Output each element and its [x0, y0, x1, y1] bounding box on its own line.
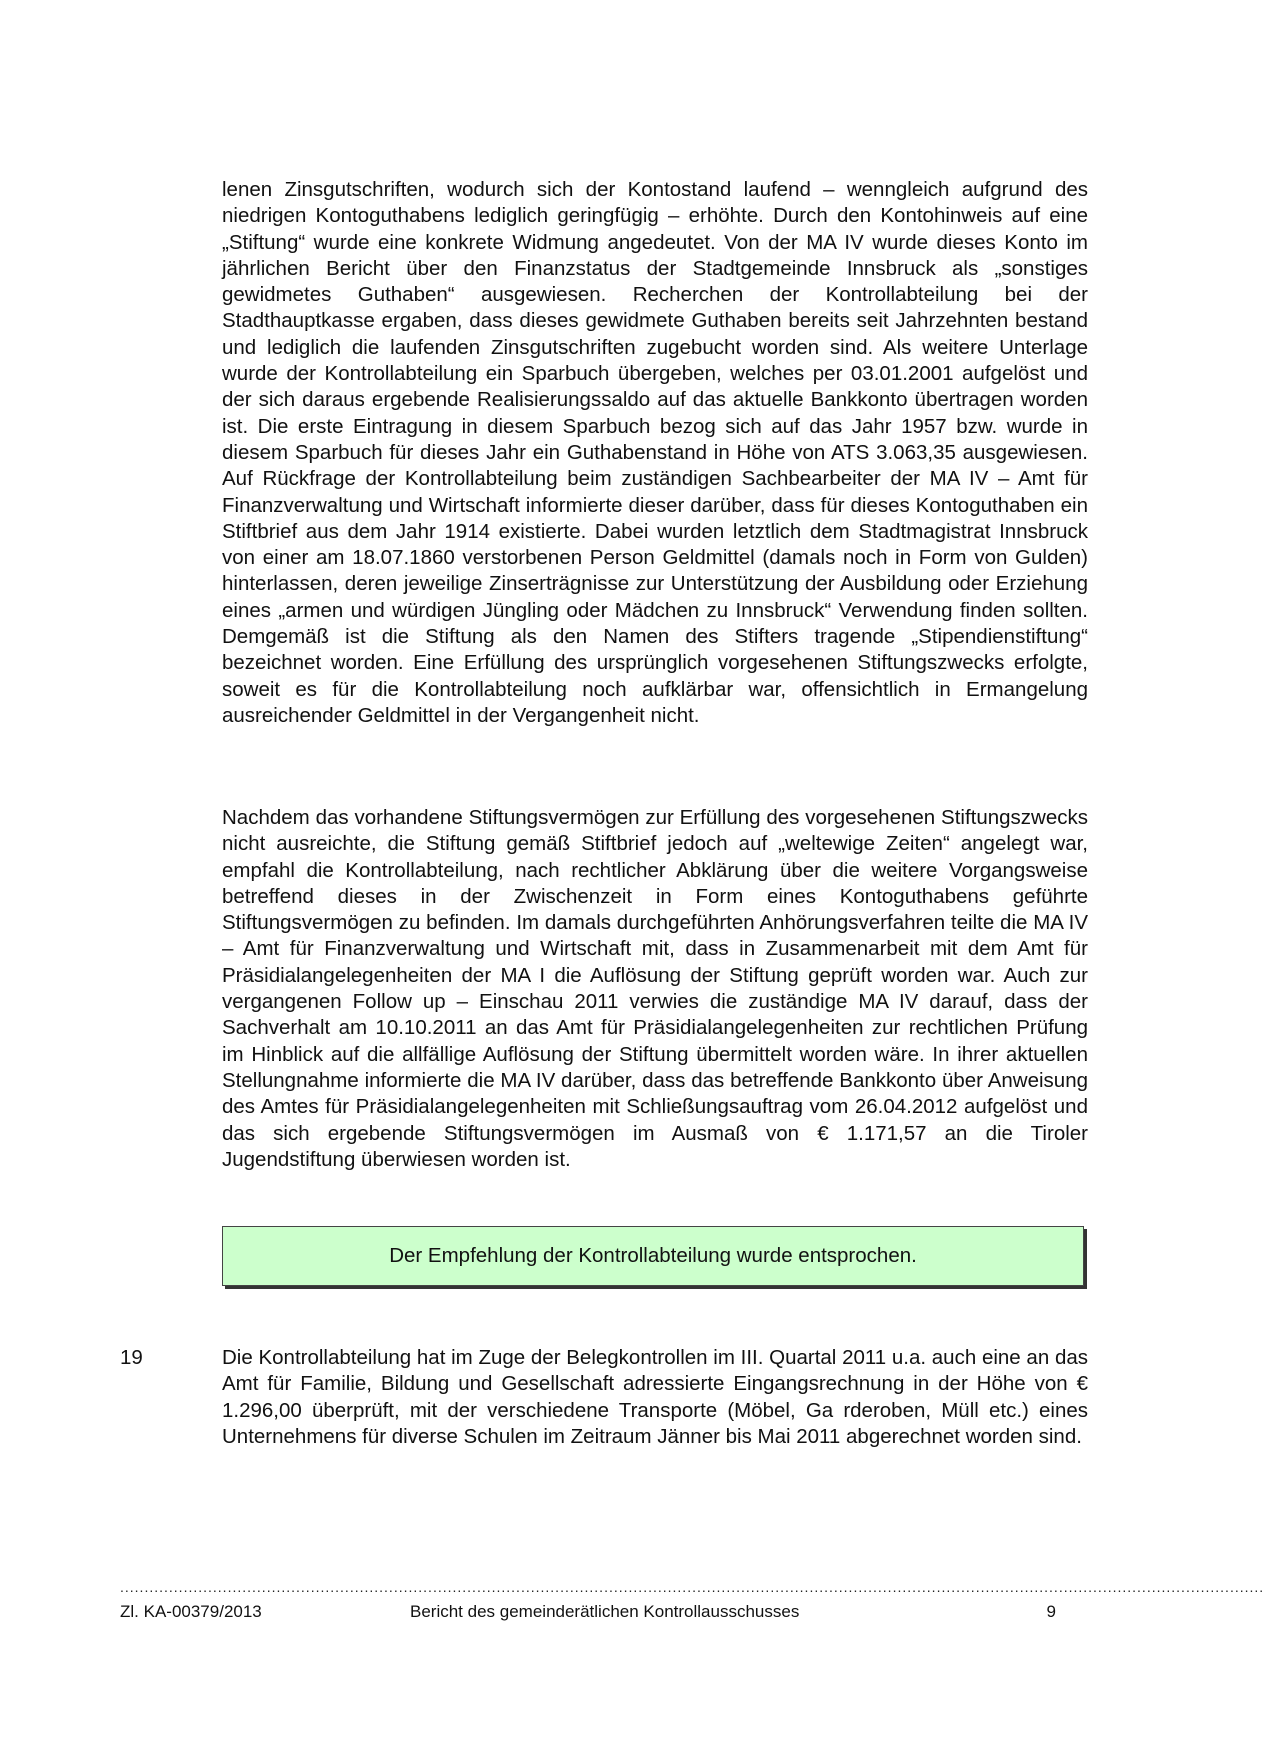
footer-dotted-rule: .......................................................................................................................................................................................................................................... [120, 1579, 1264, 1595]
item-number: 19 [120, 1346, 143, 1369]
body-paragraph-2: Nachdem das vorhandene Stiftungsvermögen zur Erfüllung des vorgesehenen Stiftungszwecks nicht ausreichte, die Stiftung gemäß Stiftbrief jedoch auf „weltewige Zeiten“ angelegt war, empfahl die Kontrollabteilung, nach rechtlicher Abklärung über die weitere Vorgangsweise betreffend dieses in der Zwischenzeit in Form eines Kontoguthabens geführte Stiftungsvermögen zu befinden. Im damals durchgeführten Anhörungsverfahren teilte die MA IV – Amt für Finanzverwaltung und Wirtschaft mit, dass in Zusammenarbeit mit dem Amt für Präsidialangelegenheiten der MA I die Auflösung der Stiftung geprüft worden war. Auch zur vergangenen Follow up – Einschau 2011 verwies die zuständige MA IV darauf, dass der Sachverhalt am 10.10.2011 an das Amt für Präsidialangelegenheiten zur rechtlichen Prüfung im Hinblick auf die allfällige Auflösung der Stiftung übermittelt worden wäre. In ihrer aktuellen Stellungnahme informierte die MA IV darüber, dass das betreffende Bankkonto über Anweisung des Amtes für Präsidialangelegenheiten mit Schließungsauftrag vom 26.04.2012 aufgelöst und das sich ergebende Stiftungsvermögen im Ausmaß von € 1.171,57 an die Tiroler Jugendstiftung überwiesen worden ist. [222, 806, 1088, 1171]
recommendation-text: Der Empfehlung der Kontrollabteilung wurde entsprochen. [389, 1244, 917, 1267]
body-paragraph-3: Die Kontrollabteilung hat im Zuge der Belegkontrollen im III. Quartal 2011 u.a. auch eine an das Amt für Familie, Bildung und Gesellschaft adressierte Eingangsrechnung in der Höhe von € 1.296,00 überprüft, mit der verschiedene Transporte (Möbel, Ga rderoben, Müll etc.) eines Unternehmens für diverse Schulen im Zeitraum Jänner bis Mai 2011 abgerechnet worden sind. [222, 1346, 1088, 1448]
footer-page-number: 9 [1046, 1602, 1056, 1621]
body-paragraph-1: lenen Zinsgutschriften, wodurch sich der Kontostand laufend – wenngleich aufgrund des niedrigen Kontoguthabens lediglich geringfügig – erhöhte. Durch den Kontohinweis auf eine „Stiftung“ wurde eine konkrete Widmung angedeutet. Von der MA IV wurde dieses Konto im jährlichen Bericht über den Finanzstatus der Stadtgemeinde Innsbruck als „sonstiges gewidmetes Guthaben“ ausgewiesen. Recherchen der Kontrollabteilung bei der Stadthauptkasse ergaben, dass dieses gewidmete Guthaben bereits seit Jahrzehnten bestand und lediglich die laufenden Zinsgutschriften zugebucht worden sind. Als weitere Unterlage wurde der Kontrollabteilung ein Sparbuch übergeben, welches per 03.01.2001 aufgelöst und der sich daraus ergebende Realisierungssaldo auf das aktuelle Bankkonto übertragen worden ist. Die erste Eintragung in diesem Sparbuch bezog sich auf das Jahr 1957 bzw. wurde in diesem Sparbuch für dieses Jahr ein Guthabenstand in Höhe von ATS 3.063,35 ausgewiesen. Auf Rückfrage der Kontrollabteilung beim zuständigen Sachbearbeiter der MA IV – Amt für Finanzverwaltung und Wirtschaft informierte dieser darüber, dass für dieses Kontoguthaben ein Stiftbrief aus dem Jahr 1914 existierte. Dabei wurden letztlich dem Stadtmagistrat Innsbruck von einer am 18.07.1860 verstorbenen Person Geldmittel (damals noch in Form von Gulden) hinterlassen, deren jeweilige Zinserträgnisse zur Unterstützung der Ausbildung oder Erziehung eines „armen und würdigen Jüngling oder Mädchen zu Innsbruck“ Verwendung finden sollten. Demgemäß ist die Stiftung als den Namen des Stifters tragende „Stipendienstiftung“ bezeichnet worden. Eine Erfüllung des ursprünglich vorgesehenen Stiftungszwecks erfolgte, soweit es für die Kontrollabteilung noch aufklärbar war, offensichtlich in Ermangelung ausreichender Geldmittel in der Vergangenheit nicht. [222, 178, 1088, 727]
footer-reference: Zl. KA-00379/2013 [120, 1602, 262, 1621]
recommendation-box [222, 1226, 1084, 1286]
footer-title: Bericht des gemeinderätlichen Kontrollausschusses [410, 1602, 800, 1621]
